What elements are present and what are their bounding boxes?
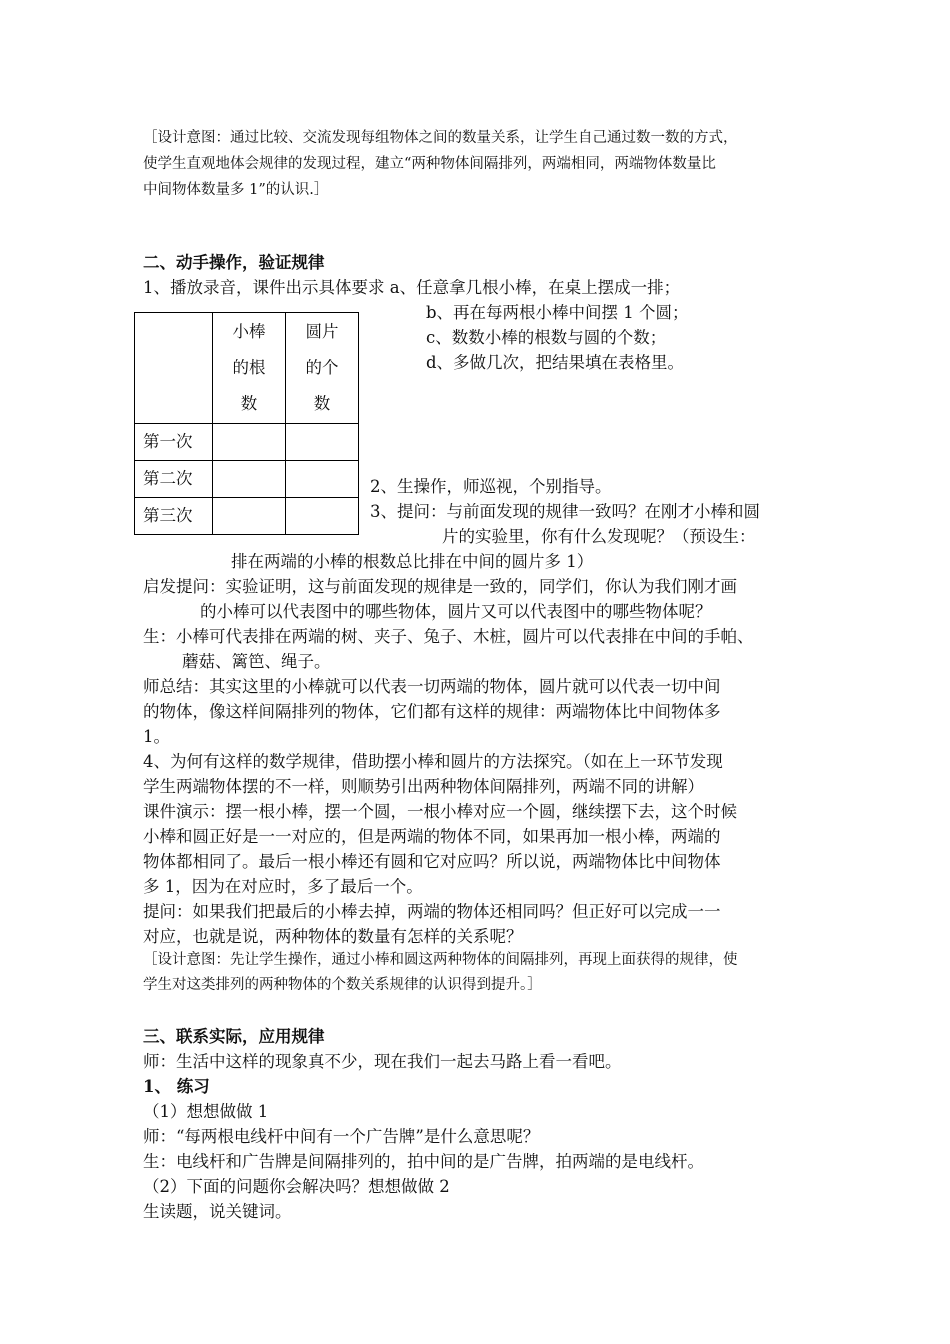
design-note-1-line-2: 使学生直观地体会规律的发现过程，建立“两种物体间隔排列，两端相同，两端物体数量比 [143, 156, 716, 172]
student-answer-line-2: 蘑菇、篱笆、绳子。 [182, 652, 331, 671]
teacher-question: 师：“每两根电线杆中间有一个广告牌”是什么意思呢？ [143, 1127, 540, 1146]
section-2-heading: 二、动手操作，验证规律 [143, 253, 325, 272]
teacher-summary-line-2: 的物体，像这样间隔排列的物体，它们都有这样的规律：两端物体比中间物体多 [143, 702, 721, 721]
results-table [134, 312, 359, 535]
requirement-d: d、多做几次，把结果填在表格里。 [426, 353, 685, 372]
student-answer-line-1: 生：小棒可代表排在两端的树、夹子、兔子、木桩，圆片可以代表排在中间的手帕、 [143, 627, 754, 646]
question-line-2: 对应，也就是说，两种物体的数量有怎样的关系呢？ [143, 927, 523, 946]
practice-heading: 1、 练习 [143, 1077, 210, 1096]
teacher-summary-line-3: 1。 [143, 727, 170, 746]
cell-circles-3[interactable] [286, 498, 359, 535]
step-3-line-2: 片的实验里，你有什么发现呢？（预设生： [442, 527, 756, 546]
table-row [135, 498, 359, 535]
section-3-heading: 三、联系实际，应用规律 [143, 1027, 325, 1046]
step-4-line-1: 4、为何有这样的数学规律，借助摆小棒和圆片的方法探究。（如在上一环节发现 [143, 752, 723, 771]
cell-sticks-3[interactable] [213, 498, 286, 535]
header-sticks-line-1: 小棒 [232, 322, 266, 341]
header-circles-line-2: 的个 [305, 358, 339, 377]
step-3-line-3: 排在两端的小棒的根数总比排在中间的圆片多 1） [231, 552, 594, 571]
table-row [135, 461, 359, 498]
row-label-1: 第一次 [135, 424, 213, 461]
requirement-c: c、数数小棒的根数与圆的个数； [426, 328, 667, 347]
step-3-line-1: 3、提问：与前面发现的规律一致吗？在刚才小棒和圆 [370, 502, 760, 521]
demo-line-1: 课件演示：摆一根小棒，摆一个圆，一根小棒对应一个圆，继续摆下去，这个时候 [143, 802, 737, 821]
header-sticks-line-3: 数 [240, 394, 258, 413]
step-4-line-2: 学生两端物体摆的不一样，则顺势引出两种物体间隔排列，两端不同的讲解） [143, 777, 704, 796]
demo-line-4: 多 1，因为在对应时，多了最后一个。 [143, 877, 423, 896]
last-line: 生读题，说关键词。 [143, 1202, 292, 1221]
table-corner-cell [135, 313, 213, 424]
cell-circles-2[interactable] [286, 461, 359, 498]
question-line-1: 提问：如果我们把最后的小棒去掉，两端的物体还相同吗？但正好可以完成一一 [143, 902, 721, 921]
table-row [135, 424, 359, 461]
table-header-sticks [213, 313, 286, 424]
row-label-3: 第三次 [135, 498, 213, 535]
requirement-b: b、再在每两根小棒中间摆 1 个圆； [426, 303, 689, 322]
demo-line-2: 小棒和圆正好是一一对应的，但是两端的物体不同，如果再加一根小棒，两端的 [143, 827, 721, 846]
header-circles-line-3: 数 [313, 394, 331, 413]
cell-sticks-2[interactable] [213, 461, 286, 498]
cell-sticks-1[interactable] [213, 424, 286, 461]
practice-item-2: （2）下面的问题你会解决吗？想想做做 2 [143, 1177, 450, 1196]
section-3-intro: 师：生活中这样的现象真不少，现在我们一起去马路上看一看吧。 [143, 1052, 622, 1071]
demo-line-3: 物体都相同了。最后一根小棒还有圆和它对应吗？所以说，两端物体比中间物体 [143, 852, 721, 871]
step-1-text: 1、播放录音，课件出示具体要求 a、任意拿几根小棒，在桌上摆成一排； [143, 278, 681, 297]
design-note-1-line-3: 中间物体数量多 1”的认识.］ [143, 182, 329, 198]
design-note-2-line-2: 学生对这类排列的两种物体的个数关系规律的认识得到提升。］ [143, 977, 542, 993]
row-label-2: 第二次 [135, 461, 213, 498]
design-note-2-line-1: ［设计意图：先让学生操作，通过小棒和圆这两种物体的间隔排列，再现上面获得的规律，使 [143, 952, 738, 968]
table-header-circles [286, 313, 359, 424]
student-answer: 生：电线杆和广告牌是间隔排列的，拍中间的是广告牌，拍两端的是电线杆。 [143, 1152, 704, 1171]
step-2-text: 2、生操作，师巡视，个别指导。 [370, 477, 612, 496]
header-sticks-line-2: 的根 [232, 358, 266, 377]
header-circles-line-1: 圆片 [305, 322, 339, 341]
teacher-summary-line-1: 师总结：其实这里的小棒就可以代表一切两端的物体，圆片就可以代表一切中间 [143, 677, 721, 696]
cell-circles-1[interactable] [286, 424, 359, 461]
practice-item-1: （1）想想做做 1 [143, 1102, 269, 1121]
inspire-question-line-2: 的小棒可以代表图中的哪些物体，圆片又可以代表图中的哪些物体呢？ [200, 602, 712, 621]
design-note-1-line-1: ［设计意图：通过比较、交流发现每组物体之间的数量关系，让学生自己通过数一数的方式， [143, 130, 738, 146]
inspire-question-line-1: 启发提问：实验证明，这与前面发现的规律是一致的，同学们，你认为我们刚才画 [143, 577, 737, 596]
